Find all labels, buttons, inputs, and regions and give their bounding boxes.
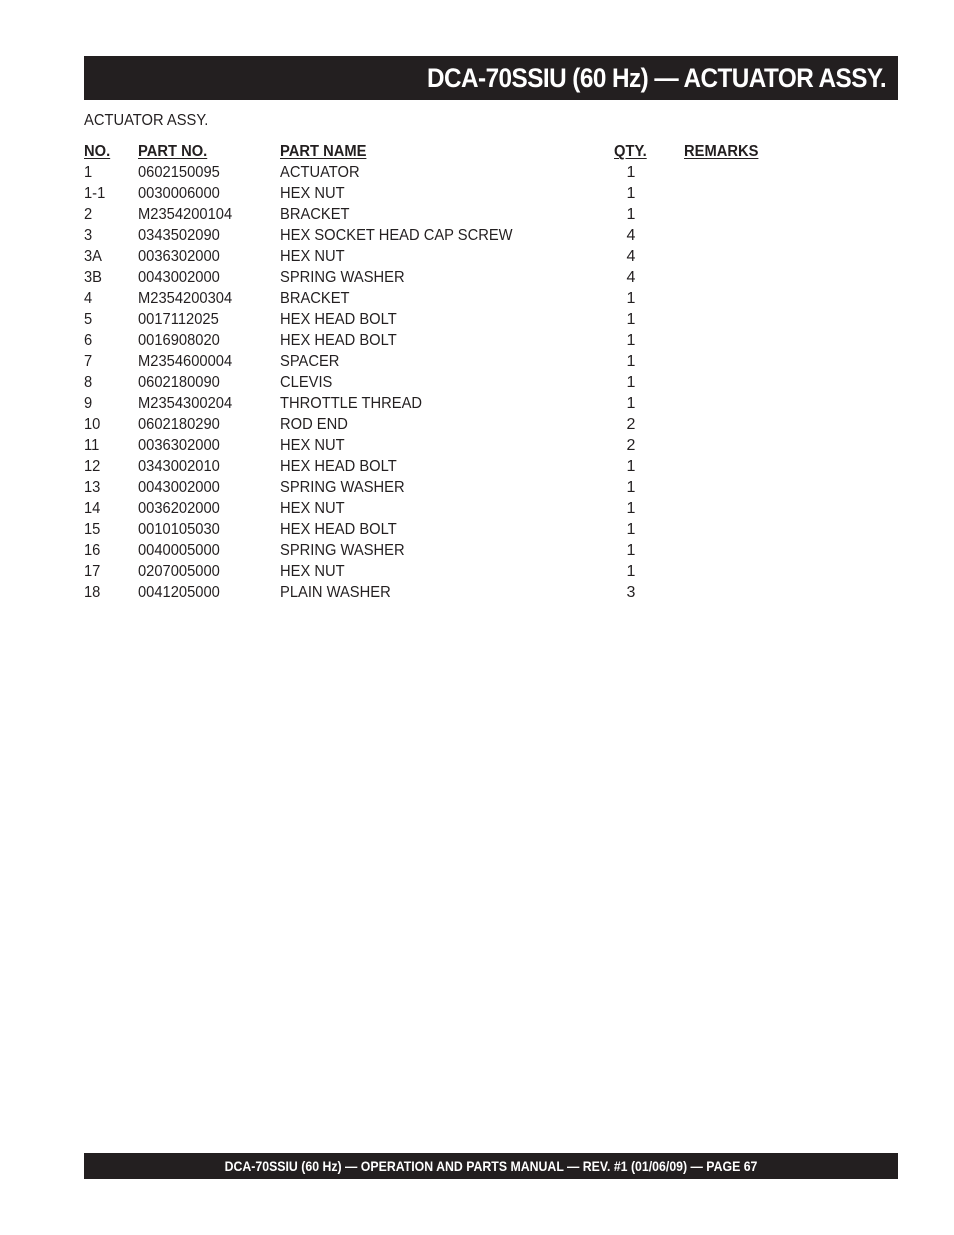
table-row (84, 435, 784, 456)
cell-part-name: HEX HEAD BOLT (280, 332, 397, 349)
cell-part-name: HEX NUT (280, 500, 345, 517)
cell-no: 7 (84, 353, 93, 370)
cell-part-name: HEX SOCKET HEAD CAP SCREW (280, 227, 513, 244)
cell-no: 6 (84, 332, 93, 349)
cell-part-name: HEX NUT (280, 563, 345, 580)
table-row (84, 225, 784, 246)
cell-qty: 2 (626, 416, 636, 433)
cell-qty: 1 (626, 290, 636, 307)
cell-qty: 1 (626, 206, 636, 223)
cell-part-name: HEX HEAD BOLT (280, 458, 397, 475)
cell-no: 8 (84, 374, 93, 391)
cell-part-no: M2354200104 (138, 206, 233, 223)
cell-no: 11 (84, 437, 100, 454)
title-bar (84, 56, 898, 100)
cell-part-name: HEX NUT (280, 248, 345, 265)
table-row (84, 288, 784, 309)
cell-no: 1-1 (84, 185, 106, 202)
cell-part-name: HEX NUT (280, 185, 345, 202)
cell-part-no: M2354200304 (138, 290, 233, 307)
table-body (84, 162, 784, 603)
cell-part-name: SPRING WASHER (280, 269, 405, 286)
cell-qty: 4 (626, 269, 636, 286)
cell-part-no: 0343502090 (138, 227, 220, 244)
cell-part-name: HEX NUT (280, 437, 345, 454)
table-row (84, 393, 784, 414)
cell-part-no: 0040005000 (138, 542, 220, 559)
cell-part-no: 0016908020 (138, 332, 220, 349)
cell-no: 3 (84, 227, 93, 244)
cell-part-name: HEX HEAD BOLT (280, 521, 397, 538)
cell-qty: 1 (626, 521, 636, 538)
cell-part-no: 0043002000 (138, 269, 220, 286)
cell-part-no: 0602180090 (138, 374, 220, 391)
table-row (84, 330, 784, 351)
cell-qty: 1 (626, 374, 636, 391)
cell-qty: 2 (626, 437, 636, 454)
table-row (84, 309, 784, 330)
page-footer: DCA-70SSIU (60 Hz) — OPERATION AND PARTS MANUAL — REV. #1 (01/06/09) — PAGE 67 (224, 1158, 758, 1174)
header-remarks: REMARKS (684, 143, 759, 160)
table-row (84, 456, 784, 477)
cell-qty: 1 (626, 311, 636, 328)
table-row (84, 498, 784, 519)
cell-part-no: 0036302000 (138, 248, 220, 265)
cell-no: 3B (84, 269, 103, 286)
cell-no: 14 (84, 500, 101, 517)
table-row (84, 582, 784, 603)
cell-qty: 1 (626, 500, 636, 517)
cell-part-no: 0017112025 (138, 311, 219, 328)
cell-part-name: SPRING WASHER (280, 479, 405, 496)
table-row (84, 351, 784, 372)
cell-part-name: BRACKET (280, 206, 350, 223)
table-row (84, 540, 784, 561)
cell-part-no: 0043002000 (138, 479, 220, 496)
page-title: DCA-70SSIU (60 Hz) — ACTUATOR ASSY. (426, 63, 886, 93)
cell-no: 5 (84, 311, 93, 328)
header-part-no: PART NO. (138, 143, 208, 160)
cell-qty: 1 (626, 479, 636, 496)
cell-qty: 4 (626, 248, 636, 265)
cell-part-no: M2354300204 (138, 395, 233, 412)
cell-no: 1 (84, 164, 93, 181)
cell-qty: 1 (626, 332, 636, 349)
header-part-name: PART NAME (280, 143, 367, 160)
table-row (84, 183, 784, 204)
cell-part-name: BRACKET (280, 290, 350, 307)
cell-no: 17 (84, 563, 101, 580)
cell-part-no: 0602150095 (138, 164, 220, 181)
cell-part-no: 0036302000 (138, 437, 220, 454)
cell-part-no: M2354600004 (138, 353, 233, 370)
cell-qty: 1 (626, 164, 636, 181)
cell-part-name: SPRING WASHER (280, 542, 405, 559)
cell-part-no: 0030006000 (138, 185, 220, 202)
cell-qty: 3 (626, 584, 636, 601)
cell-qty: 1 (626, 542, 636, 559)
cell-no: 4 (84, 290, 93, 307)
cell-qty: 1 (626, 395, 636, 412)
table-header-row (84, 141, 784, 162)
table-row (84, 414, 784, 435)
cell-qty: 1 (626, 185, 636, 202)
table-row (84, 561, 784, 582)
cell-no: 16 (84, 542, 101, 559)
table-row (84, 519, 784, 540)
cell-part-no: 0036202000 (138, 500, 220, 517)
cell-qty: 4 (626, 227, 636, 244)
cell-part-name: ROD END (280, 416, 348, 433)
header-qty: QTY. (614, 143, 647, 160)
cell-part-no: 0207005000 (138, 563, 220, 580)
cell-no: 12 (84, 458, 101, 475)
cell-part-name: THROTTLE THREAD (280, 395, 423, 412)
cell-part-no: 0602180290 (138, 416, 220, 433)
footer-bar (84, 1153, 898, 1179)
table-row (84, 477, 784, 498)
table-row (84, 267, 784, 288)
cell-part-name: SPACER (280, 353, 340, 370)
cell-part-name: PLAIN WASHER (280, 584, 391, 601)
cell-no: 15 (84, 521, 101, 538)
cell-no: 13 (84, 479, 101, 496)
cell-no: 3A (84, 248, 103, 265)
table-row (84, 372, 784, 393)
header-no: NO. (84, 143, 111, 160)
cell-part-name: CLEVIS (280, 374, 333, 391)
cell-qty: 1 (626, 353, 636, 370)
cell-no: 2 (84, 206, 93, 223)
cell-no: 10 (84, 416, 101, 433)
cell-qty: 1 (626, 563, 636, 580)
parts-table (84, 141, 784, 603)
table-row (84, 246, 784, 267)
section-label: ACTUATOR ASSY. (84, 112, 209, 129)
cell-no: 9 (84, 395, 93, 412)
table-row (84, 204, 784, 225)
cell-part-name: ACTUATOR (280, 164, 360, 181)
cell-part-no: 0010105030 (138, 521, 220, 538)
cell-no: 18 (84, 584, 101, 601)
cell-qty: 1 (626, 458, 636, 475)
table-row (84, 162, 784, 183)
cell-part-no: 0343002010 (138, 458, 220, 475)
cell-part-name: HEX HEAD BOLT (280, 311, 397, 328)
cell-part-no: 0041205000 (138, 584, 220, 601)
